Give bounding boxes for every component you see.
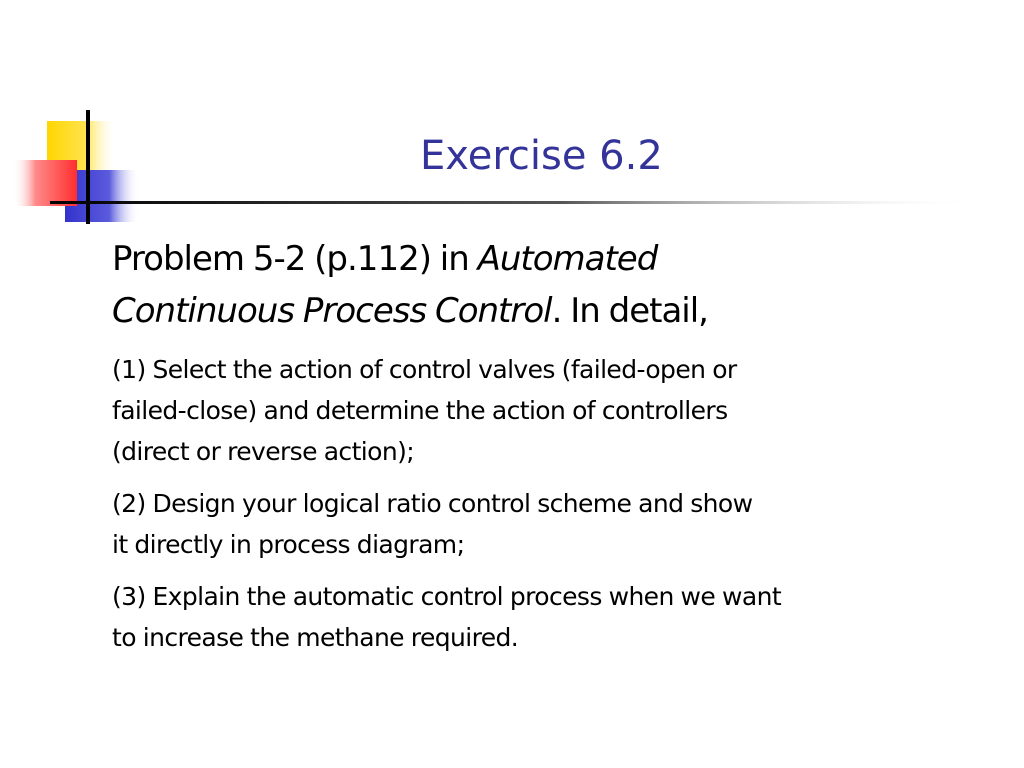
task-item-line: (2) Design your logical ratio control scheme and show — [112, 489, 753, 518]
problem-reference-prefix: Problem 5-2 (p.112) in — [112, 239, 478, 279]
slide-decoration — [0, 0, 1024, 240]
task-item-line: (1) Select the action of control valves (failed-open or — [112, 355, 737, 384]
slide-content — [112, 233, 1002, 669]
book-title-line-2: Continuous Process Control — [112, 291, 552, 331]
task-item-2 — [112, 483, 1002, 565]
deco-horizontal-line — [50, 201, 980, 204]
book-title-line-1: Automated — [477, 239, 658, 279]
task-item-line: failed-close) and determine the action of controllers — [112, 396, 728, 425]
task-item-3 — [112, 576, 1002, 658]
task-item-1 — [112, 349, 1002, 472]
deco-vertical-line — [86, 110, 90, 224]
deco-red-square — [13, 160, 77, 206]
task-item-line: (3) Explain the automatic control process when we want — [112, 582, 782, 611]
problem-reference — [112, 233, 1002, 337]
task-item-line: to increase the methane required. — [112, 623, 519, 652]
task-item-line: (direct or reverse action); — [112, 437, 415, 466]
problem-reference-suffix: . In detail, — [551, 291, 708, 331]
slide-title: Exercise 6.2 — [420, 133, 663, 179]
task-item-line: it directly in process diagram; — [112, 530, 465, 559]
